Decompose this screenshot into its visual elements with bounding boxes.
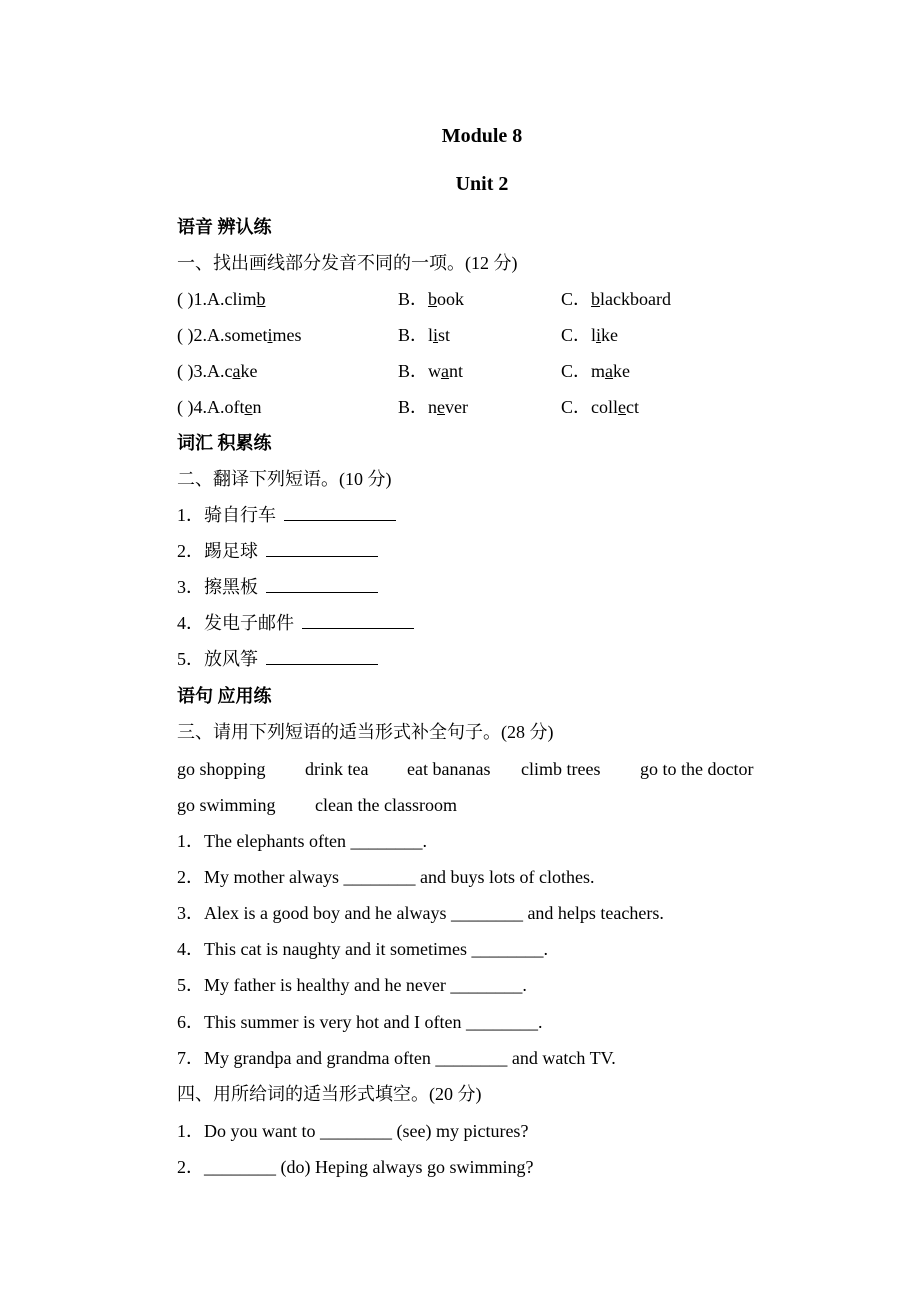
option-c: C．make <box>561 361 631 381</box>
option-c: C．like <box>561 325 619 345</box>
page-subtitle: Unit 2 <box>455 173 509 195</box>
question-1-heading: 一、找出画线部分发音不同的一项。(12 分) <box>177 253 518 273</box>
answer-blank[interactable] <box>266 648 378 665</box>
phrase: go shopping <box>177 759 266 779</box>
option-b: B．want <box>398 361 464 381</box>
option-b: B．never <box>398 397 468 417</box>
q3-item: 7．My grandpa and grandma often ________ and watch TV. <box>177 1048 616 1068</box>
phrase: go to the doctor <box>640 759 754 779</box>
question-4-heading: 四、用所给词的适当形式填空。(20 分) <box>177 1084 482 1104</box>
section-heading-phonics: 语音 辨认练 <box>177 217 272 237</box>
answer-blank[interactable] <box>284 504 396 521</box>
phrase-bank-row-2 <box>177 794 877 816</box>
q4-item: 2．________ (do) Heping always go swimming? <box>177 1157 534 1177</box>
question-2-heading: 二、翻译下列短语。(10 分) <box>177 469 392 489</box>
answer-blank[interactable] <box>266 576 378 593</box>
option-a: ( )4.A.often <box>177 397 262 417</box>
q2-item: 2．踢足球 <box>177 540 378 562</box>
q3-item: 5．My father is healthy and he never ________. <box>177 975 527 995</box>
option-a: ( )2.A.sometimes <box>177 325 302 345</box>
option-c: C．blackboard <box>561 289 671 309</box>
q2-item: 1．骑自行车 <box>177 504 396 526</box>
page-title: Module 8 <box>441 125 523 147</box>
phrase: go swimming <box>177 795 276 815</box>
q3-item: 3．Alex is a good boy and he always ________ and helps teachers. <box>177 903 664 923</box>
answer-blank[interactable] <box>302 612 414 629</box>
question-3-heading: 三、请用下列短语的适当形式补全句子。(28 分) <box>177 722 554 742</box>
phrase: climb trees <box>521 759 601 779</box>
section-heading-vocab: 词汇 积累练 <box>177 433 272 453</box>
option-a: ( )3.A.cake <box>177 361 258 381</box>
answer-blank[interactable] <box>266 540 378 557</box>
q1-row-2 <box>177 324 877 346</box>
q1-row-3 <box>177 360 877 382</box>
phrase-bank-row-1 <box>177 758 877 780</box>
q1-row-1 <box>177 288 877 310</box>
q1-row-4 <box>177 396 877 418</box>
phrase: drink tea <box>305 759 369 779</box>
option-b: B．book <box>398 289 465 309</box>
q4-item: 1．Do you want to ________ (see) my pictures? <box>177 1121 529 1141</box>
q3-item: 1．The elephants often ________. <box>177 831 427 851</box>
q2-item: 4．发电子邮件 <box>177 612 414 634</box>
q3-item: 2．My mother always ________ and buys lots of clothes. <box>177 867 595 887</box>
phrase: eat bananas <box>407 759 491 779</box>
section-heading-sentence: 语句 应用练 <box>177 686 272 706</box>
option-b: B．list <box>398 325 451 345</box>
q2-item: 3．擦黑板 <box>177 576 378 598</box>
option-a: ( )1.A.climb <box>177 289 266 309</box>
q2-item: 5．放风筝 <box>177 648 378 670</box>
q3-item: 6．This summer is very hot and I often ________. <box>177 1012 543 1032</box>
q3-item: 4．This cat is naughty and it sometimes ________. <box>177 939 548 959</box>
phrase: clean the classroom <box>315 795 457 815</box>
option-c: C．collect <box>561 397 639 417</box>
